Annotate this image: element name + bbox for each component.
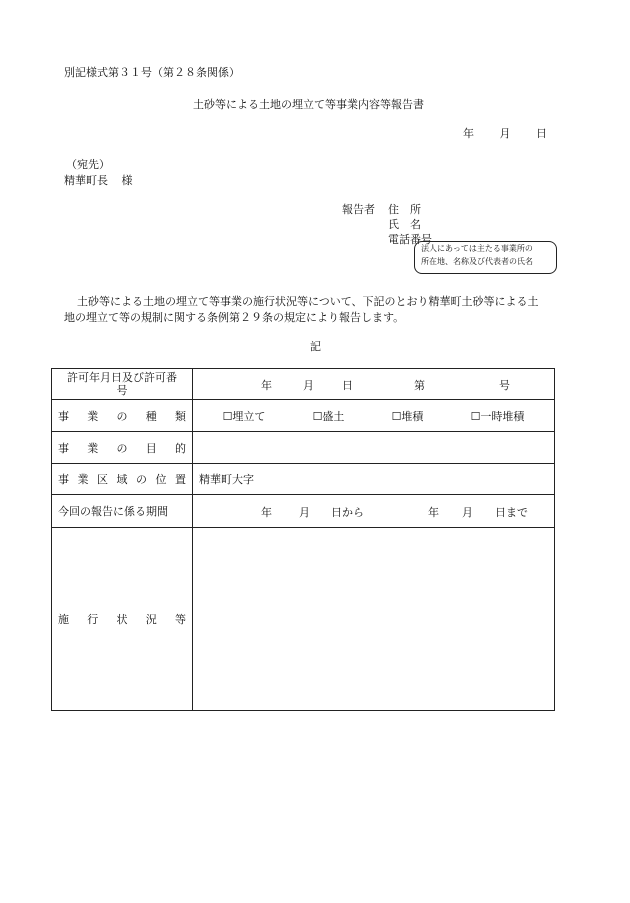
- addressee-name: 精華町長: [64, 174, 108, 187]
- corporate-note-line2: 所在地、名称及び代表者の氏名: [421, 257, 533, 266]
- location-value[interactable]: 精華町大字: [193, 464, 555, 495]
- row-period: [52, 495, 555, 528]
- addressee-prefix: （宛先）: [66, 158, 110, 171]
- type-option-taiseki[interactable]: ☐堆積: [391, 409, 424, 423]
- row-purpose: [52, 432, 555, 464]
- reporter-address-label: 住 所: [388, 203, 421, 216]
- report-table: [51, 368, 555, 711]
- row-permit: [52, 369, 555, 400]
- row-type: [52, 400, 555, 432]
- date-month: 月: [499, 127, 511, 140]
- period-label: 今回の報告に係る期間: [52, 495, 193, 528]
- permit-value[interactable]: [193, 369, 555, 400]
- type-label: 事 業 の 種 類: [52, 400, 193, 432]
- permit-label-line1: 許可年月日及び許可番: [67, 371, 177, 384]
- period-to-month: 月: [462, 506, 473, 519]
- status-value[interactable]: [193, 528, 555, 711]
- type-option-morido[interactable]: ☐盛土: [312, 409, 345, 423]
- reporter-phone-label: 電話番号: [388, 233, 432, 246]
- reporter-label: 報告者: [342, 203, 375, 216]
- document-title: 土砂等による土地の埋立て等事業内容等報告書: [193, 98, 424, 111]
- ki-heading: 記: [310, 340, 321, 353]
- permit-dai: 第: [414, 379, 425, 392]
- purpose-value[interactable]: [193, 432, 555, 464]
- permit-label-line2: 号: [116, 384, 128, 397]
- row-status: [52, 528, 555, 711]
- date-year: 年: [463, 127, 474, 140]
- date-day: 日: [536, 127, 547, 140]
- corporate-note-line1: 法人にあっては主たる事業所の: [421, 244, 533, 253]
- body-text-line1: 土砂等による土地の埋立て等事業の施行状況等について、下記のとおり精華町土砂等による土: [77, 295, 539, 308]
- purpose-label: 事 業 の 目 的: [52, 432, 193, 464]
- addressee: [64, 172, 133, 188]
- permit-label: [52, 369, 193, 400]
- period-to-year: 年: [428, 506, 439, 519]
- form-number: 別記様式第３１号（第２８条関係）: [64, 66, 240, 79]
- period-from-year: 年: [261, 506, 272, 519]
- body-text-line2: 地の埋立て等の規制に関する条例第２９条の規定により報告します。: [64, 311, 405, 324]
- permit-day: 日: [342, 379, 353, 392]
- permit-month: 月: [303, 379, 314, 392]
- permit-year: 年: [261, 379, 272, 392]
- addressee-honorific: 様: [121, 174, 133, 187]
- permit-go: 号: [499, 379, 510, 392]
- reporter-name-label: 氏 名: [388, 218, 421, 231]
- status-label: 施 行 状 況 等: [52, 528, 193, 711]
- period-value[interactable]: [193, 495, 555, 528]
- type-option-umetate[interactable]: ☐埋立て: [222, 409, 266, 423]
- period-from-month: 月: [299, 506, 310, 519]
- date-line: [463, 125, 547, 141]
- type-options: [193, 400, 555, 432]
- period-from-day: 日から: [331, 506, 364, 519]
- corporate-note-bracket: [414, 241, 557, 274]
- row-location: [52, 464, 555, 495]
- period-to-day: 日まで: [495, 506, 528, 519]
- type-option-ichiji-taiseki[interactable]: ☐一時堆積: [470, 409, 525, 423]
- location-label: 事 業 区 域 の 位 置: [52, 464, 193, 495]
